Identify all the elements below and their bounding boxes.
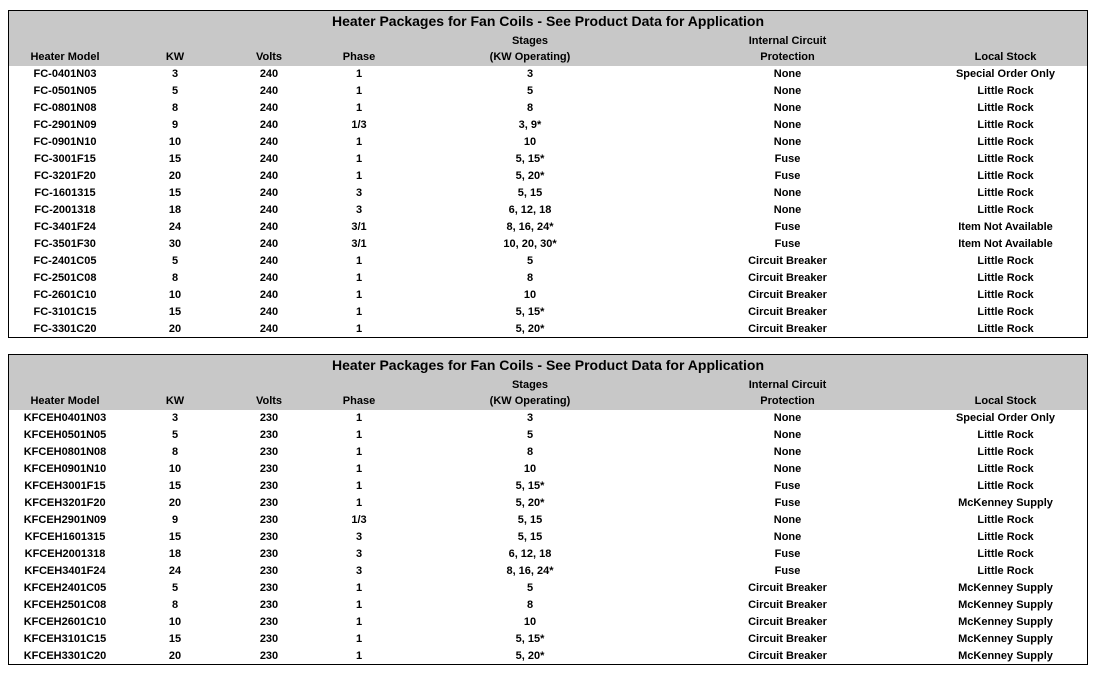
header-stock: Local Stock [974, 51, 1037, 63]
phase-cell: 3 [355, 204, 363, 216]
stock-cell: Little Rock [977, 306, 1034, 318]
table-row [9, 270, 1087, 287]
protection-cell: Circuit Breaker [748, 650, 827, 662]
stages-cell: 3 [526, 412, 534, 424]
stages-cell: 3 [526, 68, 534, 80]
table-row [9, 546, 1087, 563]
phase-cell: 1 [355, 446, 363, 458]
protection-cell: Circuit Breaker [748, 323, 827, 335]
model-cell: KFCEH0901N10 [23, 463, 107, 475]
model-cell: FC-0901N10 [33, 136, 97, 148]
model-cell: FC-0401N03 [33, 68, 97, 80]
protection-cell: Circuit Breaker [748, 633, 827, 645]
stages-cell: 10, 20, 30* [503, 238, 557, 250]
table-row [9, 427, 1087, 444]
kw-cell: 20 [168, 323, 182, 335]
phase-cell: 1 [355, 412, 363, 424]
table-row [9, 410, 1087, 427]
table-row [9, 563, 1087, 580]
header-protection: Internal Circuit [748, 35, 827, 47]
table-row [9, 168, 1087, 185]
stages-cell: 6, 12, 18 [508, 204, 552, 216]
stock-cell: Item Not Available [958, 221, 1053, 233]
kw-cell: 20 [168, 170, 182, 182]
stock-cell: Little Rock [977, 272, 1034, 284]
phase-cell: 1/3 [351, 514, 367, 526]
volts-cell: 240 [259, 170, 279, 182]
table-body [9, 410, 1087, 665]
kw-cell: 8 [171, 102, 179, 114]
protection-cell: None [773, 187, 802, 199]
volts-cell: 230 [259, 582, 279, 594]
header-phase: Phase [342, 395, 376, 407]
stages-cell: 8, 16, 24* [506, 565, 554, 577]
stock-cell: Little Rock [977, 170, 1034, 182]
model-cell: KFCEH0801N08 [23, 446, 107, 458]
kw-cell: 15 [168, 633, 182, 645]
stages-cell: 5, 15* [515, 480, 545, 492]
header-kw-operating: (KW Operating) [489, 395, 571, 407]
table-row [9, 236, 1087, 253]
header-protection-sub: Protection [760, 395, 815, 407]
protection-cell: Fuse [774, 497, 801, 509]
model-cell: FC-2401C05 [33, 255, 97, 267]
model-cell: FC-2901N09 [33, 119, 97, 131]
table-row [9, 597, 1087, 614]
kw-cell: 18 [168, 548, 182, 560]
kw-cell: 3 [171, 412, 179, 424]
volts-cell: 240 [259, 68, 279, 80]
header-stock: Local Stock [974, 395, 1037, 407]
kw-cell: 9 [171, 119, 179, 131]
table-row [9, 461, 1087, 478]
volts-cell: 230 [259, 412, 279, 424]
phase-cell: 1/3 [351, 119, 367, 131]
header-row-bottom [9, 49, 1087, 65]
stages-cell: 10 [523, 463, 537, 475]
phase-cell: 3 [355, 548, 363, 560]
table-title: Heater Packages for Fan Coils - See Product Data for Application [331, 13, 765, 29]
stages-cell: 5, 20* [515, 170, 545, 182]
kw-cell: 30 [168, 238, 182, 250]
kw-cell: 15 [168, 306, 182, 318]
protection-cell: Circuit Breaker [748, 255, 827, 267]
table-row [9, 253, 1087, 270]
phase-cell: 1 [355, 306, 363, 318]
table-row [9, 444, 1087, 461]
stock-cell: Little Rock [977, 531, 1034, 543]
phase-cell: 1 [355, 582, 363, 594]
table-row [9, 631, 1087, 648]
model-cell: FC-3401F24 [34, 221, 96, 233]
volts-cell: 230 [259, 599, 279, 611]
volts-cell: 240 [259, 323, 279, 335]
volts-cell: 230 [259, 446, 279, 458]
stock-cell: Little Rock [977, 153, 1034, 165]
model-cell: KFCEH3301C20 [23, 650, 107, 662]
stock-cell: Little Rock [977, 204, 1034, 216]
stages-cell: 5 [526, 255, 534, 267]
table-row [9, 117, 1087, 134]
volts-cell: 240 [259, 289, 279, 301]
header-model: Heater Model [30, 395, 100, 407]
protection-cell: None [773, 463, 802, 475]
table-row [9, 648, 1087, 665]
model-cell: FC-3001F15 [34, 153, 96, 165]
table-header [9, 355, 1087, 410]
stages-cell: 5, 20* [515, 497, 545, 509]
protection-cell: Fuse [774, 565, 801, 577]
phase-cell: 1 [355, 272, 363, 284]
stages-cell: 5, 15 [517, 531, 543, 543]
table-header [9, 11, 1087, 66]
stock-cell: Little Rock [977, 187, 1034, 199]
stock-cell: Little Rock [977, 255, 1034, 267]
protection-cell: Circuit Breaker [748, 289, 827, 301]
model-cell: FC-2501C08 [33, 272, 97, 284]
table-row [9, 478, 1087, 495]
volts-cell: 230 [259, 531, 279, 543]
stages-cell: 5, 20* [515, 323, 545, 335]
header-phase: Phase [342, 51, 376, 63]
stages-cell: 5, 15 [517, 187, 543, 199]
phase-cell: 3/1 [351, 221, 367, 233]
stock-cell: Item Not Available [958, 238, 1053, 250]
phase-cell: 1 [355, 633, 363, 645]
protection-cell: Circuit Breaker [748, 306, 827, 318]
volts-cell: 230 [259, 650, 279, 662]
model-cell: FC-3101C15 [33, 306, 97, 318]
stock-cell: McKenney Supply [958, 650, 1053, 662]
stock-cell: Little Rock [977, 102, 1034, 114]
kw-cell: 10 [168, 289, 182, 301]
kw-cell: 8 [171, 272, 179, 284]
header-stages: Stages [511, 35, 549, 47]
table-row [9, 321, 1087, 338]
kw-cell: 15 [168, 153, 182, 165]
kw-cell: 5 [171, 85, 179, 97]
volts-cell: 230 [259, 565, 279, 577]
protection-cell: None [773, 204, 802, 216]
stock-cell: Little Rock [977, 136, 1034, 148]
stages-cell: 5, 15* [515, 153, 545, 165]
header-volts: Volts [255, 395, 283, 407]
stages-cell: 10 [523, 136, 537, 148]
table-row [9, 529, 1087, 546]
protection-cell: None [773, 136, 802, 148]
kw-cell: 9 [171, 514, 179, 526]
volts-cell: 240 [259, 255, 279, 267]
table-row [9, 304, 1087, 321]
volts-cell: 230 [259, 514, 279, 526]
protection-cell: Circuit Breaker [748, 616, 827, 628]
table-row [9, 287, 1087, 304]
model-cell: KFCEH2001318 [24, 548, 106, 560]
volts-cell: 240 [259, 85, 279, 97]
kw-cell: 15 [168, 531, 182, 543]
stock-cell: Little Rock [977, 323, 1034, 335]
stages-cell: 10 [523, 289, 537, 301]
protection-cell: Fuse [774, 238, 801, 250]
phase-cell: 1 [355, 102, 363, 114]
model-cell: FC-1601315 [34, 187, 96, 199]
header-kw-operating: (KW Operating) [489, 51, 571, 63]
stages-cell: 5 [526, 582, 534, 594]
phase-cell: 1 [355, 255, 363, 267]
stages-cell: 6, 12, 18 [508, 548, 552, 560]
protection-cell: Circuit Breaker [748, 582, 827, 594]
stock-cell: Special Order Only [955, 412, 1056, 424]
table-row [9, 151, 1087, 168]
phase-cell: 1 [355, 153, 363, 165]
stock-cell: McKenney Supply [958, 582, 1053, 594]
volts-cell: 230 [259, 463, 279, 475]
phase-cell: 1 [355, 68, 363, 80]
kw-cell: 10 [168, 616, 182, 628]
table-row [9, 512, 1087, 529]
stages-cell: 3, 9* [518, 119, 542, 131]
stock-cell: McKenney Supply [958, 633, 1053, 645]
phase-cell: 3 [355, 565, 363, 577]
protection-cell: Circuit Breaker [748, 599, 827, 611]
volts-cell: 230 [259, 497, 279, 509]
header-kw: KW [165, 51, 185, 63]
header-kw: KW [165, 395, 185, 407]
model-cell: KFCEH1601315 [24, 531, 106, 543]
table-row [9, 219, 1087, 236]
table-row [9, 66, 1087, 83]
phase-cell: 3/1 [351, 238, 367, 250]
stages-cell: 5, 15 [517, 514, 543, 526]
table-row [9, 580, 1087, 597]
protection-cell: None [773, 102, 802, 114]
phase-cell: 1 [355, 616, 363, 628]
phase-cell: 1 [355, 480, 363, 492]
protection-cell: Fuse [774, 170, 801, 182]
stock-cell: Special Order Only [955, 68, 1056, 80]
stages-cell: 5, 15* [515, 633, 545, 645]
kw-cell: 10 [168, 463, 182, 475]
kw-cell: 8 [171, 599, 179, 611]
phase-cell: 3 [355, 187, 363, 199]
volts-cell: 230 [259, 548, 279, 560]
volts-cell: 240 [259, 102, 279, 114]
kw-cell: 5 [171, 429, 179, 441]
header-row-bottom [9, 393, 1087, 409]
kw-cell: 10 [168, 136, 182, 148]
protection-cell: None [773, 68, 802, 80]
protection-cell: None [773, 429, 802, 441]
protection-cell: Fuse [774, 480, 801, 492]
protection-cell: None [773, 412, 802, 424]
table-row [9, 614, 1087, 631]
stock-cell: Little Rock [977, 548, 1034, 560]
protection-cell: None [773, 446, 802, 458]
phase-cell: 1 [355, 599, 363, 611]
volts-cell: 240 [259, 272, 279, 284]
header-row-top [9, 377, 1087, 393]
volts-cell: 240 [259, 187, 279, 199]
kw-cell: 5 [171, 255, 179, 267]
stock-cell: McKenney Supply [958, 616, 1053, 628]
phase-cell: 1 [355, 323, 363, 335]
stock-cell: Little Rock [977, 514, 1034, 526]
phase-cell: 1 [355, 136, 363, 148]
model-cell: FC-2601C10 [33, 289, 97, 301]
phase-cell: 1 [355, 429, 363, 441]
volts-cell: 240 [259, 153, 279, 165]
protection-cell: None [773, 85, 802, 97]
header-row-top [9, 33, 1087, 49]
volts-cell: 230 [259, 633, 279, 645]
volts-cell: 240 [259, 204, 279, 216]
header-protection-sub: Protection [760, 51, 815, 63]
stages-cell: 8 [526, 102, 534, 114]
stages-cell: 8 [526, 272, 534, 284]
phase-cell: 1 [355, 85, 363, 97]
stock-cell: Little Rock [977, 446, 1034, 458]
model-cell: FC-2001318 [34, 204, 96, 216]
kw-cell: 20 [168, 497, 182, 509]
protection-cell: Fuse [774, 548, 801, 560]
stock-cell: Little Rock [977, 85, 1034, 97]
header-volts: Volts [255, 51, 283, 63]
protection-cell: None [773, 531, 802, 543]
stock-cell: Little Rock [977, 289, 1034, 301]
volts-cell: 230 [259, 480, 279, 492]
model-cell: FC-0501N05 [33, 85, 97, 97]
volts-cell: 240 [259, 221, 279, 233]
model-cell: FC-3301C20 [33, 323, 97, 335]
kw-cell: 20 [168, 650, 182, 662]
kw-cell: 8 [171, 446, 179, 458]
model-cell: KFCEH2601C10 [23, 616, 107, 628]
stages-cell: 5, 15* [515, 306, 545, 318]
table-row [9, 83, 1087, 100]
header-protection: Internal Circuit [748, 379, 827, 391]
table-row [9, 202, 1087, 219]
protection-cell: None [773, 514, 802, 526]
table-row [9, 100, 1087, 117]
protection-cell: Circuit Breaker [748, 272, 827, 284]
table-title: Heater Packages for Fan Coils - See Product Data for Application [331, 357, 765, 373]
volts-cell: 240 [259, 306, 279, 318]
kw-cell: 24 [168, 565, 182, 577]
stock-cell: McKenney Supply [958, 497, 1053, 509]
stages-cell: 8 [526, 446, 534, 458]
volts-cell: 230 [259, 429, 279, 441]
model-cell: KFCEH3001F15 [24, 480, 106, 492]
kw-cell: 15 [168, 187, 182, 199]
phase-cell: 1 [355, 650, 363, 662]
model-cell: FC-3201F20 [34, 170, 96, 182]
model-cell: KFCEH2501C08 [23, 599, 107, 611]
stock-cell: Little Rock [977, 565, 1034, 577]
table-body [9, 66, 1087, 338]
protection-cell: Fuse [774, 221, 801, 233]
stock-cell: Little Rock [977, 463, 1034, 475]
volts-cell: 240 [259, 119, 279, 131]
stock-cell: Little Rock [977, 429, 1034, 441]
table-row [9, 185, 1087, 202]
kw-cell: 18 [168, 204, 182, 216]
phase-cell: 1 [355, 463, 363, 475]
kw-cell: 3 [171, 68, 179, 80]
header-model: Heater Model [30, 51, 100, 63]
model-cell: FC-0801N08 [33, 102, 97, 114]
model-cell: KFCEH3201F20 [24, 497, 106, 509]
stages-cell: 5, 20* [515, 650, 545, 662]
volts-cell: 230 [259, 616, 279, 628]
stock-cell: Little Rock [977, 119, 1034, 131]
heater-table-1 [8, 10, 1088, 338]
stock-cell: McKenney Supply [958, 599, 1053, 611]
protection-cell: Fuse [774, 153, 801, 165]
kw-cell: 15 [168, 480, 182, 492]
phase-cell: 3 [355, 531, 363, 543]
model-cell: KFCEH3401F24 [24, 565, 106, 577]
volts-cell: 240 [259, 136, 279, 148]
stages-cell: 5 [526, 85, 534, 97]
volts-cell: 240 [259, 238, 279, 250]
stock-cell: Little Rock [977, 480, 1034, 492]
heater-table-2 [8, 354, 1088, 665]
protection-cell: None [773, 119, 802, 131]
model-cell: KFCEH2401C05 [23, 582, 107, 594]
phase-cell: 1 [355, 289, 363, 301]
kw-cell: 5 [171, 582, 179, 594]
model-cell: KFCEH3101C15 [23, 633, 107, 645]
table-row [9, 495, 1087, 512]
model-cell: KFCEH0501N05 [23, 429, 107, 441]
phase-cell: 1 [355, 170, 363, 182]
phase-cell: 1 [355, 497, 363, 509]
model-cell: KFCEH0401N03 [23, 412, 107, 424]
model-cell: FC-3501F30 [34, 238, 96, 250]
kw-cell: 24 [168, 221, 182, 233]
table-row [9, 134, 1087, 151]
stages-cell: 8 [526, 599, 534, 611]
stages-cell: 5 [526, 429, 534, 441]
stages-cell: 10 [523, 616, 537, 628]
model-cell: KFCEH2901N09 [23, 514, 107, 526]
stages-cell: 8, 16, 24* [506, 221, 554, 233]
header-stages: Stages [511, 379, 549, 391]
